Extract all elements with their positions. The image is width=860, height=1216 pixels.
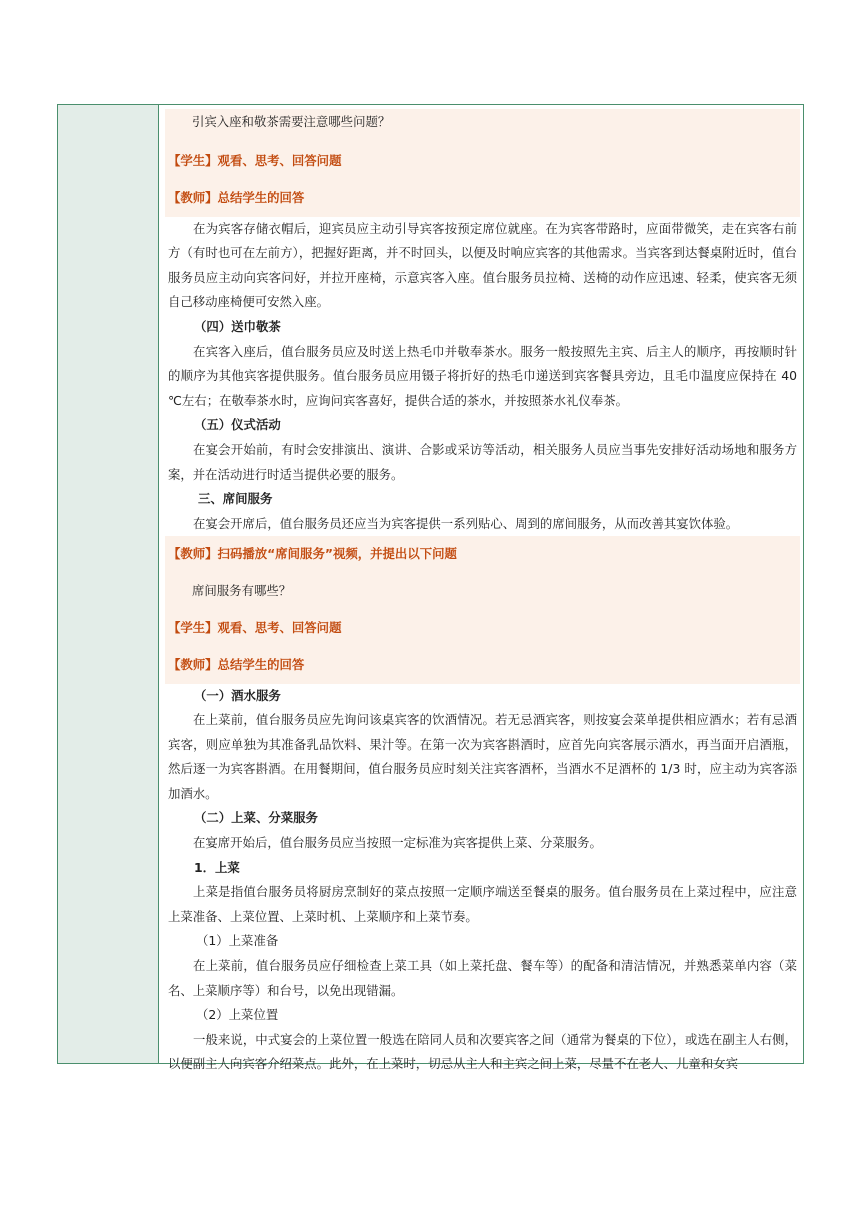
subheading-position: （2）上菜位置 xyxy=(196,1007,279,1023)
heading-ceremony: （五）仪式活动 xyxy=(194,417,281,433)
paragraph-serving-1: 上菜是指值台服务员将厨房烹制好的菜点按照一定顺序端送至餐桌的服务。值台服务员在上菜过程中，应注意上菜准备、上菜位置、上菜时机、上菜顺序和上菜节奏。 xyxy=(168,884,797,924)
heading-wine-service: （一）酒水服务 xyxy=(194,687,281,703)
student-activity: 【学生】观看、思考、回答问题 xyxy=(168,153,342,168)
discussion-box-2 xyxy=(165,536,800,683)
subheading-preparation: （1）上菜准备 xyxy=(196,933,279,949)
table-content-column xyxy=(159,105,803,1072)
lesson-table xyxy=(57,104,804,1072)
heading-towel-tea: （四）送巾敬茶 xyxy=(194,318,281,334)
heading-table-service: 三、席间服务 xyxy=(198,491,273,507)
paragraph-serving: 在宴席开始后，值台服务员应当按照一定标准为宾客提供上菜、分菜服务。 xyxy=(193,835,602,851)
question-text: 引宾入座和敬茶需要注意哪些问题？ xyxy=(192,114,391,129)
paragraph-seating: 在为宾客存储衣帽后，迎宾员应主动引导宾客按预定席位就座。在为宾客带路时，应面带微笑，走在宾客右前方（有时也可在左前方），把握好距离，并不时回头，以便及时响应宾客的其他需求。当宾客到达餐桌附近时，值台服务员应主动向宾客问好，并拉开座椅，示意宾客入座。值台服务员拉椅、送椅的动作应迅速、轻柔，使宾客无须自己移动座椅便可安然入座。 xyxy=(168,220,797,310)
teacher-play-video: 【教师】扫码播放“席间服务”视频，并提出以下问题 xyxy=(168,546,457,562)
student-activity-2: 【学生】观看、思考、回答问题 xyxy=(168,619,342,635)
heading-serving: （二）上菜、分菜服务 xyxy=(194,810,318,826)
table-left-column xyxy=(58,105,159,1063)
paragraph-wine-service: 在上菜前，值台服务员应先询问该桌宾客的饮酒情况。若无忌酒宾客，则按宴会菜单提供相应酒水；若有忌酒宾客，则应单独为其准备乳品饮料、果汁等。在第一次为宾客斟酒时，应首先向宾客展示酒水，再当面开启酒瓶，然后逐一为宾客斟酒。在用餐期间，值台服务员应时刻关注宾客酒杯，当酒水不足酒杯的 1/3 时，应主动为宾客添加酒水。 xyxy=(168,712,797,801)
paragraph-preparation: 在上菜前，值台服务员应仔细检查上菜工具（如上菜托盘、餐车等）的配备和清洁情况，并熟悉菜单内容（菜名、上菜顺序等）和台号，以免出现错漏。 xyxy=(168,958,797,998)
heading-serving-1: 1．上菜 xyxy=(194,859,240,875)
question-text-2: 席间服务有哪些？ xyxy=(192,583,292,599)
teacher-summary: 【教师】总结学生的回答 xyxy=(168,189,305,205)
paragraph-position: 一般来说，中式宴会的上菜位置一般选在陪同人员和次要宾客之间（通常为餐桌的下位），或选在副主人右侧，以便副主人向宾客介绍菜点。此外，在上菜时，切忌从主人和主宾之间上菜，尽量不在老人、儿童和女宾 xyxy=(168,1031,797,1072)
paragraph-table-service: 在宴会开席后，值台服务员还应当为宾客提供一系列贴心、周到的席间服务，从而改善其宴饮体验。 xyxy=(193,515,739,531)
discussion-box-1 xyxy=(165,109,800,217)
teacher-summary-2: 【教师】总结学生的回答 xyxy=(168,656,305,672)
paragraph-ceremony: 在宴会开始前，有时会安排演出、演讲、合影或采访等活动，相关服务人员应当事先安排好活动场地和服务方案，并在活动进行时适当提供必要的服务。 xyxy=(168,441,797,482)
paragraph-towel-tea: 在宾客入座后，值台服务员应及时送上热毛巾并敬奉茶水。服务一般按照先主宾、后主人的顺序，再按顺时针的顺序为其他宾客提供服务。值台服务员应用镊子将折好的热毛巾递送到宾客餐具旁边，且毛巾温度应保持在 40 ℃左右；在敬奉茶水时，应询问宾客喜好，提供合适的茶水，并按照茶水礼仪奉茶。 xyxy=(168,343,797,408)
